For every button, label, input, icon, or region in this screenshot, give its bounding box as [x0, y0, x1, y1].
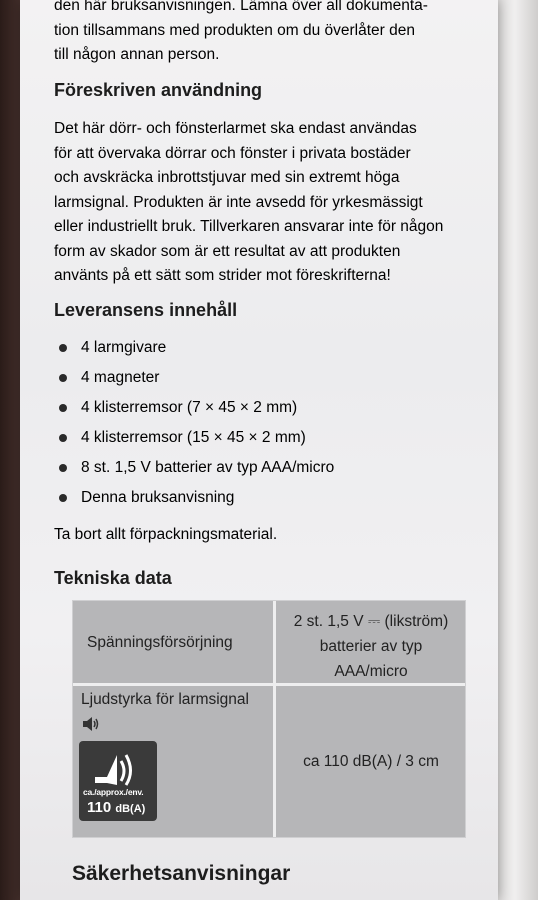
usage-line: larmsignal. Produkten är inte avsedd för yrkesmässigt — [54, 193, 423, 211]
usage-line: eller industriellt bruk. Tillverkaren ansvarar inte för någon — [54, 218, 444, 235]
sound-level-logo: ca./approx./env. 110 dB(A) — [79, 741, 157, 821]
speaker-icon — [93, 747, 141, 787]
usage-line: form av skador som är ett resultat av att produkten — [54, 242, 401, 260]
table-divider — [273, 601, 276, 837]
intro-text — [54, 0, 474, 68]
list-item: 8 st. 1,5 V batterier av typ AAA/micro — [54, 453, 474, 483]
list-item: 4 klisterremsor (15 × 45 × 2 mm) — [54, 423, 474, 453]
bullet-icon — [59, 434, 67, 442]
packaging-note: Ta bort allt förpackningsmaterial. — [54, 526, 278, 543]
usage-text — [54, 117, 474, 289]
list-item: Denna bruksanvisning — [54, 483, 474, 513]
usage-line: Det här dörr- och fönsterlarmet ska endast användas — [54, 120, 417, 137]
background-right — [492, 0, 538, 900]
intro-line: till någon annan person. — [54, 46, 220, 63]
table-cell-label: Ljudstyrka för larmsignal — [81, 691, 249, 708]
list-item: 4 larmgivare — [54, 333, 474, 363]
usage-heading: Föreskriven användning — [54, 80, 263, 100]
table-cell-label: Spänningsförsörjning — [87, 634, 233, 651]
tech-heading: Tekniska data — [54, 568, 172, 588]
contents-heading: Leveransens innehåll — [54, 300, 238, 320]
bullet-icon — [59, 464, 67, 472]
usage-line: och avskräcka inbrottstjuvar med sin extremt höga — [54, 169, 400, 186]
contents-list — [54, 333, 474, 513]
bullet-icon — [59, 344, 67, 352]
bullet-icon — [59, 494, 67, 502]
usage-line: använts på ett sätt som strider mot föreskrifterna! — [54, 267, 391, 284]
tech-table — [72, 600, 466, 838]
bullet-icon — [59, 374, 67, 382]
bullet-icon — [59, 404, 67, 412]
safety-heading: Säkerhetsanvisningar — [72, 862, 291, 885]
list-item: 4 klisterremsor (7 × 45 × 2 mm) — [54, 393, 474, 423]
table-cell-value: 2 st. 1,5 V ⎓ (likström) batterier av typ AAA/micro — [293, 613, 449, 680]
speaker-icon — [83, 717, 101, 731]
usage-line: för att övervaka dörrar och fönster i privata bostäder — [54, 144, 411, 162]
table-cell-value: ca 110 dB(A) / 3 cm — [303, 753, 439, 770]
intro-line: den här bruksanvisningen. Lämna över all dokumenta- — [54, 0, 428, 14]
list-item: 4 magneter — [54, 363, 474, 393]
intro-line: tion tillsammans med produkten om du överlåter den — [54, 21, 415, 39]
